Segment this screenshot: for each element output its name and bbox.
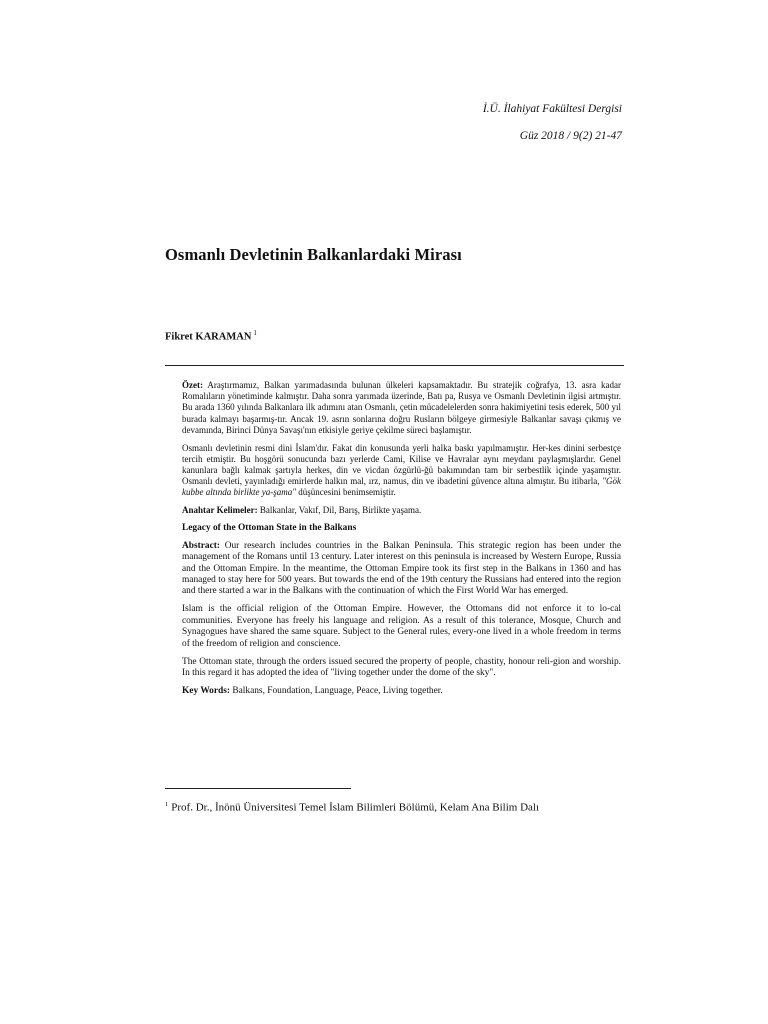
ozet-keywords <box>182 505 621 516</box>
abstract-keywords <box>182 686 621 697</box>
journal-issue: Güz 2018 / 9(2) 21-47 <box>519 130 622 142</box>
ozet-keywords-label: Anahtar Kelimeler: <box>182 505 258 516</box>
journal-name: İ.Ü. İlahiyat Fakültesi Dergisi <box>482 103 622 115</box>
footnote-text: Prof. Dr., İnönü Üniversitesi Temel İslam Bilimleri Bölümü, Kelam Ana Bilim Dalı <box>171 801 540 814</box>
abstract-paragraph-2: Islam is the official religion of the Ottoman Empire. However, the Ottomans did not enforce it to lo-cal communities. Everyone has freely his language and religion. As a result of this tolerance, Mosque, Church and Synagogues have shared the same square. Subject to the General rules, every-one lived in a whole freedom in terms of the freedom of religion and conscience. <box>182 604 621 649</box>
footnote-divider <box>165 788 351 789</box>
abstract-text-1: Our research includes countries in the Balkan Peninsula. This strategic region has been under the management of the Romans until 13 century. Later interest on this peninsula is increased by Western Europe, Russia and the Ottoman Empire. In the meantime, the Ottoman Empire took its first step in the Balkans in 1360 and has managed to stay here for 500 years. But towards the end of the 19th century the Russians had entered into the region and there started a war in the Balkans with the continuation of which the First World War has emerged. <box>182 540 621 597</box>
author-footnote-mark: 1 <box>253 329 257 337</box>
author-line <box>165 330 257 343</box>
abstract-label: Abstract: <box>182 540 221 551</box>
abstract-keywords-label: Key Words: <box>182 686 231 697</box>
ozet-keywords-text: Balkanlar, Vakıf, Dil, Barış, Birlikte yaşama. <box>257 505 422 516</box>
abstract-paragraph-1 <box>182 541 621 598</box>
footnote-mark: 1 <box>165 801 169 808</box>
ozet-quote: "Gök kubbe altında birlikte ya-şama" <box>182 476 621 498</box>
abstract-paragraph-3: The Ottoman state, through the orders issued secured the property of people, chastity, honour reli-gion and worship. In this regard it has adopted the idea of "living together under the dome of the sky". <box>182 656 621 679</box>
abstract-divider <box>165 365 624 366</box>
author-name: Fikret KARAMAN <box>165 331 252 343</box>
ozet-text-2b: düşüncesini benimsemiştir. <box>296 487 396 498</box>
english-title: Legacy of the Ottoman State in the Balkans <box>182 523 357 534</box>
ozet-text-1: Araştırmamız, Balkan yarımadasında bulunan ülkeleri kapsamaktadır. Bu stratejik coğrafya, 13. asra kadar Romalıların yönetiminde kalmıştır. Daha sonra yarımada üzerinde, Batı pa, Rusya ve Osmanlı Devletinin ilgisi artmıştır. Bu arada 1360 yılında Balkanlara ilk adımını atan Osmanlı, çetin mücadelelerden sonra hakimiyetini tesis ederek, 500 yıl burada kalmayı başarmış-tır. Ancak 19. asrın sonlarına doğru Rusların bölgeye girmesiyle Balkanlar savaşı çıkmış ve devamında, Birinci Dünya Savaşı'nın etkisiyle geriye çekilme süreci başlamıştır. <box>182 380 621 435</box>
ozet-paragraph-1 <box>182 380 621 436</box>
ozet-text-2a: Osmanlı devletinin resmi dini İslam'dır. Fakat din konusunda yerli halka baskı yapılmamıştır. Her-kes dinini serbestçe tercih etmiştir. Bu hoşgörü sonucunda bazı yerlerde Cami, Kilise ve Havralar aynı meydanı paylaşmışlardır. Genel kanunlara bağlı kalmak şartıyla herkes, din ve vicdan özgürlü-ğü bakımından tam bir serbestlik içinde yaşamıştır. Osmanlı devleti, yayınladığı emirlerde halkın mal, ırz, namus, din ve ibadetini güvence altına almıştır. Bu itibarla, <box>182 442 621 487</box>
abstract-section <box>182 380 621 704</box>
abstract-keywords-text: Balkans, Foundation, Language, Peace, Living together. <box>230 686 443 697</box>
article-title: Osmanlı Devletinin Balkanlardaki Mirası <box>165 245 462 264</box>
ozet-paragraph-2 <box>182 443 621 499</box>
footnote <box>165 802 539 814</box>
ozet-label: Özet: <box>182 380 203 390</box>
